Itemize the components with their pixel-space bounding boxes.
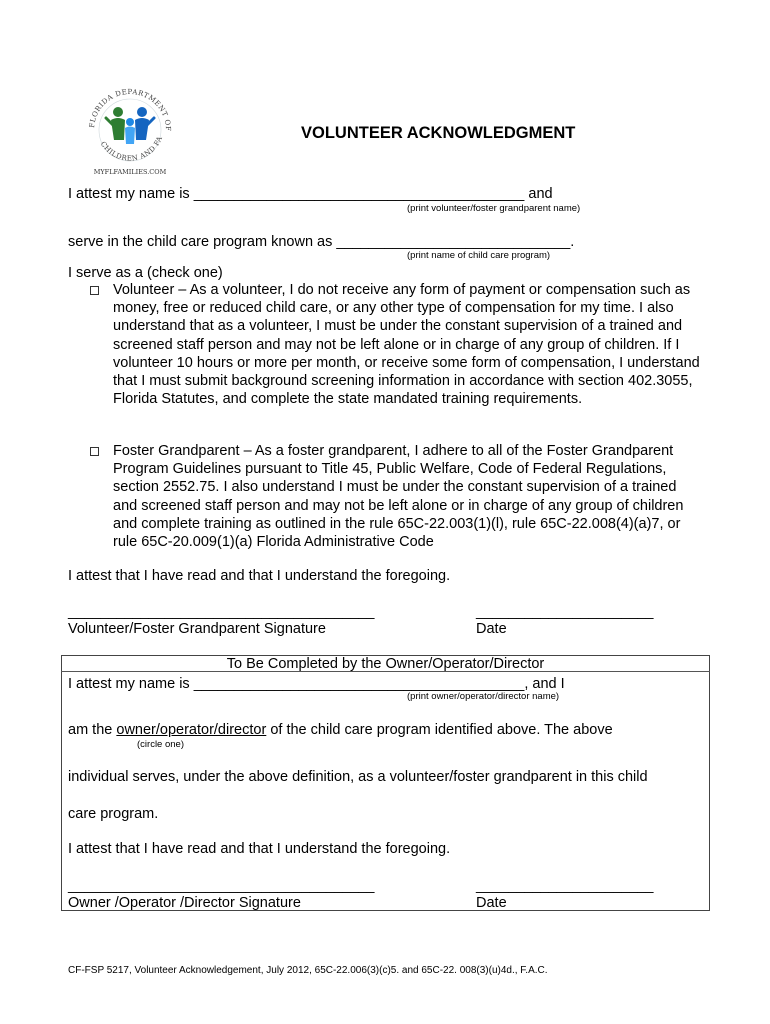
name-line bbox=[68, 185, 553, 203]
program-line-end: care program. bbox=[68, 806, 159, 822]
circle-one-note: (circle one) bbox=[137, 739, 184, 750]
svg-text:CHILDREN AND FAMILIES: CHILDREN AND FA bbox=[98, 135, 165, 163]
owner-signature-label: Owner /Operator /Director Signature bbox=[68, 895, 301, 911]
name-caption: (print volunteer/foster grandparent name) bbox=[407, 203, 581, 214]
grandparent-option-text: Foster Grandparent – As a foster grandparent, I adhere to all of the Foster Grandparent Program Guidelines pursuant to Title 45, Public Welfare, Code of Federal Regulations, section 2552.75. I also understand I must be under the constant supervision of a trained and screened staff person and may not be left alone or in charge of any group of children and complete training as outlined in the rule 65C-22.003(1)(l), rule 65C-22.008(4)(a)7, or rule 65C-20.009(1)(a) Florida Administrative Code bbox=[113, 443, 684, 551]
owner-name-caption: (print owner/operator/director name) bbox=[407, 691, 560, 702]
owner-name-prefix: I attest my name is bbox=[68, 676, 190, 692]
svg-text:FLORIDA DEPARTMENT OF: FLORIDA DEPARTMENT OF bbox=[88, 87, 173, 132]
owner-section-header: To Be Completed by the Owner/Operator/Director bbox=[226, 656, 545, 672]
program-line bbox=[68, 233, 574, 251]
volunteer-option-text: Volunteer – As a volunteer, I do not receive any form of payment or compensation such as money, free or reduced child care, or any other type of compensation for my time. I also understand that as a volunteer, I must be under the constant supervision of a trained and screened staff person and may not be left alone or in charge of any group of children. If I volunteer 10 hours or more per month, or receive some form of compensation, I understand that I must submit background screening information in accordance with section 402.3055, Florida Statutes, and complete the state mandated training requirements. bbox=[113, 282, 700, 408]
check-intro: I serve as a (check one) bbox=[68, 265, 223, 281]
volunteer-name-field[interactable]: _________________________________________ bbox=[193, 186, 525, 202]
volunteer-checkbox[interactable] bbox=[90, 286, 99, 295]
owner-name-field[interactable]: _________________________________________ bbox=[193, 676, 525, 692]
owner-signature-field[interactable]: ______________________________________ bbox=[68, 878, 375, 894]
owner-role-line bbox=[68, 721, 613, 739]
owner-role-rest: of the child care program identified above. The above bbox=[270, 722, 613, 738]
attest-statement: I attest that I have read and that I understand the foregoing. bbox=[68, 568, 451, 584]
serves-line: individual serves, under the above definition, as a volunteer/foster grandparent in this child bbox=[68, 769, 648, 785]
volunteer-date-field[interactable]: ______________________ bbox=[476, 604, 654, 620]
grandparent-checkbox[interactable] bbox=[90, 447, 99, 456]
owner-date-field[interactable]: ______________________ bbox=[476, 878, 654, 894]
volunteer-signature-label: Volunteer/Foster Grandparent Signature bbox=[68, 621, 326, 637]
volunteer-signature-field[interactable]: ______________________________________ bbox=[68, 604, 375, 620]
owner-date-label: Date bbox=[476, 895, 507, 911]
form-footer: CF-FSP 5217, Volunteer Acknowledgement, July 2012, 65C-22.006(3)(c)5. and 65C-22. 008(3)(u)4d., F.A.C. bbox=[68, 965, 548, 976]
volunteer-date-label: Date bbox=[476, 621, 507, 637]
logo-url: MYFLFAMILIES.COM bbox=[93, 168, 167, 176]
name-prefix: I attest my name is bbox=[68, 186, 190, 202]
am-the: am the bbox=[68, 722, 113, 738]
program-prefix: serve in the child care program known as bbox=[68, 234, 333, 250]
name-suffix: and bbox=[528, 186, 553, 202]
program-caption: (print name of child care program) bbox=[407, 250, 551, 261]
family-logo-icon bbox=[84, 82, 176, 176]
owner-role-options[interactable]: owner/operator/director bbox=[116, 722, 267, 738]
program-name-field[interactable]: _____________________________. bbox=[336, 234, 575, 250]
page-title: VOLUNTEER ACKNOWLEDGMENT bbox=[301, 124, 576, 142]
owner-attest-statement: I attest that I have read and that I understand the foregoing. bbox=[68, 841, 451, 857]
department-logo bbox=[84, 82, 176, 176]
owner-name-suffix: , and I bbox=[524, 676, 565, 692]
